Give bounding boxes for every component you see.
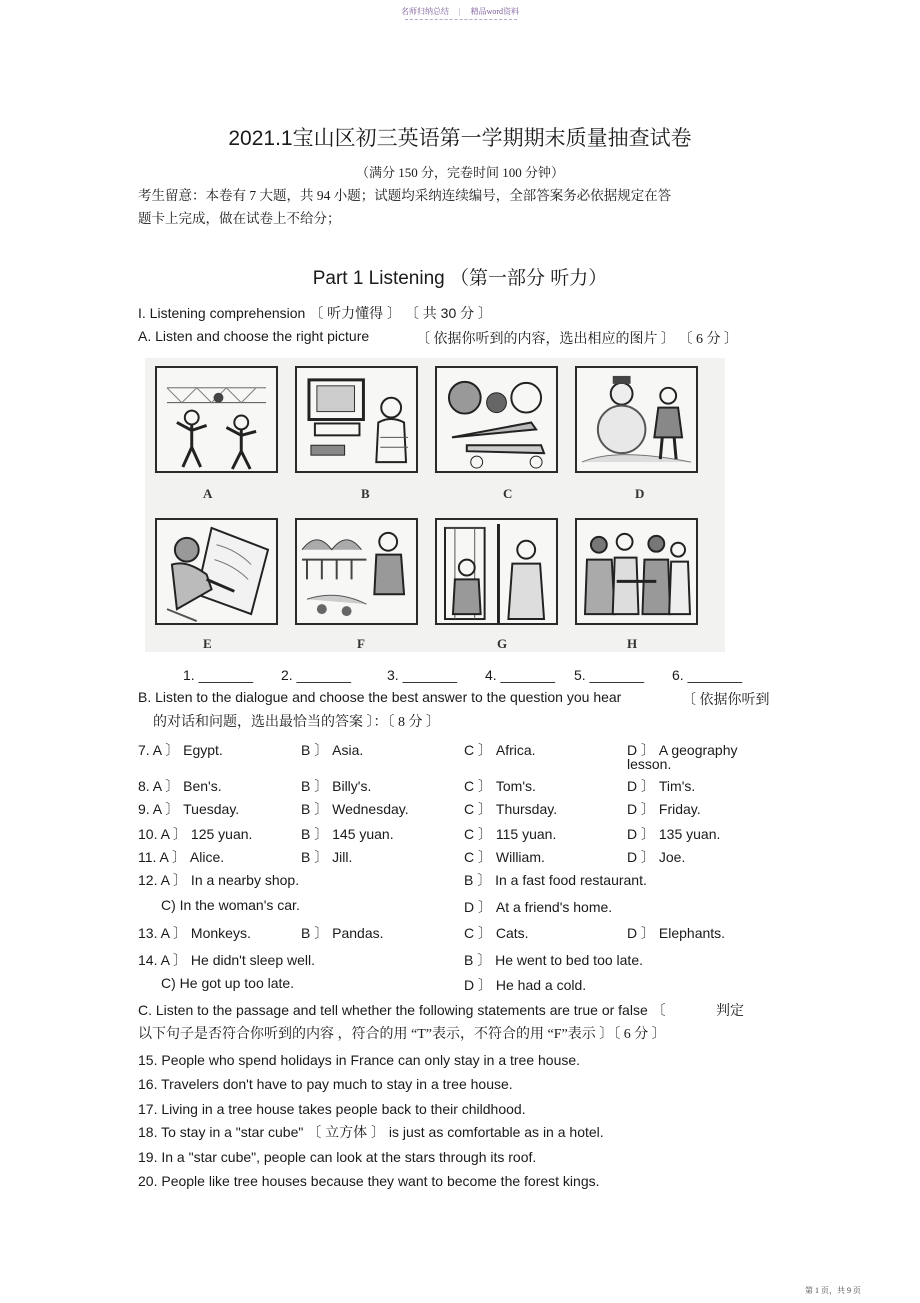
blank-3[interactable]: 3. _______ — [387, 667, 458, 683]
q13-option-b[interactable]: B 〕 Pandas. — [301, 925, 384, 941]
statement-17: 17. Living in a tree house takes people back to their childhood. — [138, 1101, 526, 1117]
q12-option-c[interactable]: C) In the woman's car. — [161, 897, 300, 913]
part-title: Part 1 Listening （第一部分 听力） — [312, 268, 608, 289]
picture-f — [295, 518, 418, 625]
picture-b — [295, 366, 418, 473]
q10-option-c[interactable]: C 〕 115 yuan. — [464, 826, 557, 842]
exam-subtitle: （满分 150 分，完卷时间 100 分钟） — [355, 165, 564, 180]
picture-panel — [145, 358, 725, 652]
blank-5[interactable]: 5. _______ — [574, 667, 645, 683]
picture-h — [575, 518, 698, 625]
section-c-heading-cn: 判定 — [716, 1004, 744, 1019]
picture-c-label: C — [503, 486, 513, 501]
q11-option-b[interactable]: B 〕 Jill. — [301, 849, 353, 865]
blank-6[interactable]: 6. _______ — [672, 667, 743, 683]
header-left: 名师归纳总结 — [400, 7, 449, 16]
q8-option-c[interactable]: C 〕 Tom's. — [464, 778, 536, 794]
statement-18: 18. To stay in a "star cube" 〔 立方体 〕 is just as comfortable as in a hotel. — [138, 1124, 604, 1140]
q12-option-b[interactable]: B 〕 In a fast food restaurant. — [464, 872, 647, 888]
q7-option-d[interactable]: D 〕 A geography — [627, 742, 738, 758]
section-b-heading-line2: 的对话和问题，选出最恰当的答案 〕：〔 8 分 〕 — [153, 715, 440, 730]
section-c-heading-line2: 以下句子是否符合你听到的内容 ，符合的用 “T”表示，不符合的用 “F”表示 〕〔 6 分 〕 — [138, 1027, 666, 1042]
header-separator: | — [458, 7, 461, 16]
q12-option-a[interactable]: 12. A 〕 In a nearby shop. — [138, 872, 300, 888]
picture-a-label: A — [203, 486, 213, 501]
q9-option-a[interactable]: 9. A 〕 Tuesday. — [138, 801, 240, 817]
page-title: 2021.1宝山区初三英语第一学期期末质量抽查试卷 — [228, 127, 692, 150]
q14-option-a[interactable]: 14. A 〕 He didn't sleep well. — [138, 952, 315, 968]
statement-15: 15. People who spend holidays in France can only stay in a tree house. — [138, 1052, 581, 1068]
section-a-heading-en: A. Listen and choose the right picture — [138, 328, 370, 344]
q10-option-a[interactable]: 10. A 〕 125 yuan. — [138, 826, 253, 842]
q9-option-d[interactable]: D 〕 Friday. — [627, 801, 701, 817]
section-a-heading-cn: 〔 依据你听到的内容，选出相应的图片 〕 〔 6 分 〕 — [416, 332, 738, 347]
section-c-heading-en: C. Listen to the passage and tell whether the following statements are true or false 〔 — [138, 1002, 666, 1018]
q12-option-d[interactable]: D 〕 At a friend's home. — [464, 899, 613, 915]
picture-g-label: G — [497, 636, 508, 651]
q8-option-d[interactable]: D 〕 Tim's. — [627, 778, 696, 794]
blank-2[interactable]: 2. _______ — [281, 667, 352, 683]
notice-line-1: 考生留意：本卷有 7 大题，共 94 小题；试题均采纳连续编号，全部答案务必依据规定在答 — [138, 188, 672, 203]
picture-d — [575, 366, 698, 473]
statement-20: 20. People like tree houses because they want to become the forest kings. — [138, 1173, 600, 1189]
q14-option-d[interactable]: D 〕 He had a cold. — [464, 977, 587, 993]
section-i-heading: I. Listening comprehension 〔 听力懂得 〕 〔 共 30 分 〕 — [138, 305, 493, 321]
picture-d-label: D — [635, 486, 645, 501]
picture-h-label: H — [627, 636, 638, 651]
header-right: 精品word资料 — [470, 7, 520, 16]
picture-g — [435, 518, 558, 625]
q7-option-a[interactable]: 7. A 〕 Egypt. — [138, 742, 223, 758]
picture-c — [435, 366, 558, 473]
q8-option-a[interactable]: 8. A 〕 Ben's. — [138, 778, 222, 794]
q10-option-d[interactable]: D 〕 135 yuan. — [627, 826, 721, 842]
q10-option-b[interactable]: B 〕 145 yuan. — [301, 826, 394, 842]
q13-option-d[interactable]: D 〕 Elephants. — [627, 925, 726, 941]
page-footer: 第 1 页，共 9 页 — [805, 1286, 861, 1295]
notice-line-2: 题卡上完成，做在试卷上不给分； — [138, 211, 341, 226]
page-header — [0, 6, 920, 17]
q14-option-b[interactable]: B 〕 He went to bed too late. — [464, 952, 643, 968]
q7-option-d-cont: lesson. — [627, 756, 672, 772]
q7-option-b[interactable]: B 〕 Asia. — [301, 742, 364, 758]
q13-option-a[interactable]: 13. A 〕 Monkeys. — [138, 925, 251, 941]
picture-e — [155, 518, 278, 625]
q11-option-c[interactable]: C 〕 William. — [464, 849, 545, 865]
q13-option-c[interactable]: C 〕 Cats. — [464, 925, 529, 941]
q7-option-c[interactable]: C 〕 Africa. — [464, 742, 536, 758]
statement-16: 16. Travelers don't have to pay much to stay in a tree house. — [138, 1076, 513, 1092]
picture-b-label: B — [361, 486, 370, 501]
blank-1[interactable]: 1. _______ — [183, 667, 254, 683]
picture-f-label: F — [357, 636, 365, 651]
blank-4[interactable]: 4. _______ — [485, 667, 556, 683]
section-b-heading-cn: 〔 依据你听到 — [682, 693, 770, 708]
q8-option-b[interactable]: B 〕 Billy's. — [301, 778, 372, 794]
statement-19: 19. In a "star cube", people can look at the stars through its roof. — [138, 1149, 537, 1165]
picture-e-label: E — [203, 636, 212, 651]
header-divider — [405, 19, 517, 20]
q14-option-c[interactable]: C) He got up too late. — [161, 975, 295, 991]
q9-option-c[interactable]: C 〕 Thursday. — [464, 801, 558, 817]
q11-option-a[interactable]: 11. A 〕 Alice. — [138, 849, 225, 865]
section-b-heading-en: B. Listen to the dialogue and choose the best answer to the question you hear — [138, 689, 622, 705]
q9-option-b[interactable]: B 〕 Wednesday. — [301, 801, 409, 817]
picture-a — [155, 366, 278, 473]
q11-option-d[interactable]: D 〕 Joe. — [627, 849, 686, 865]
